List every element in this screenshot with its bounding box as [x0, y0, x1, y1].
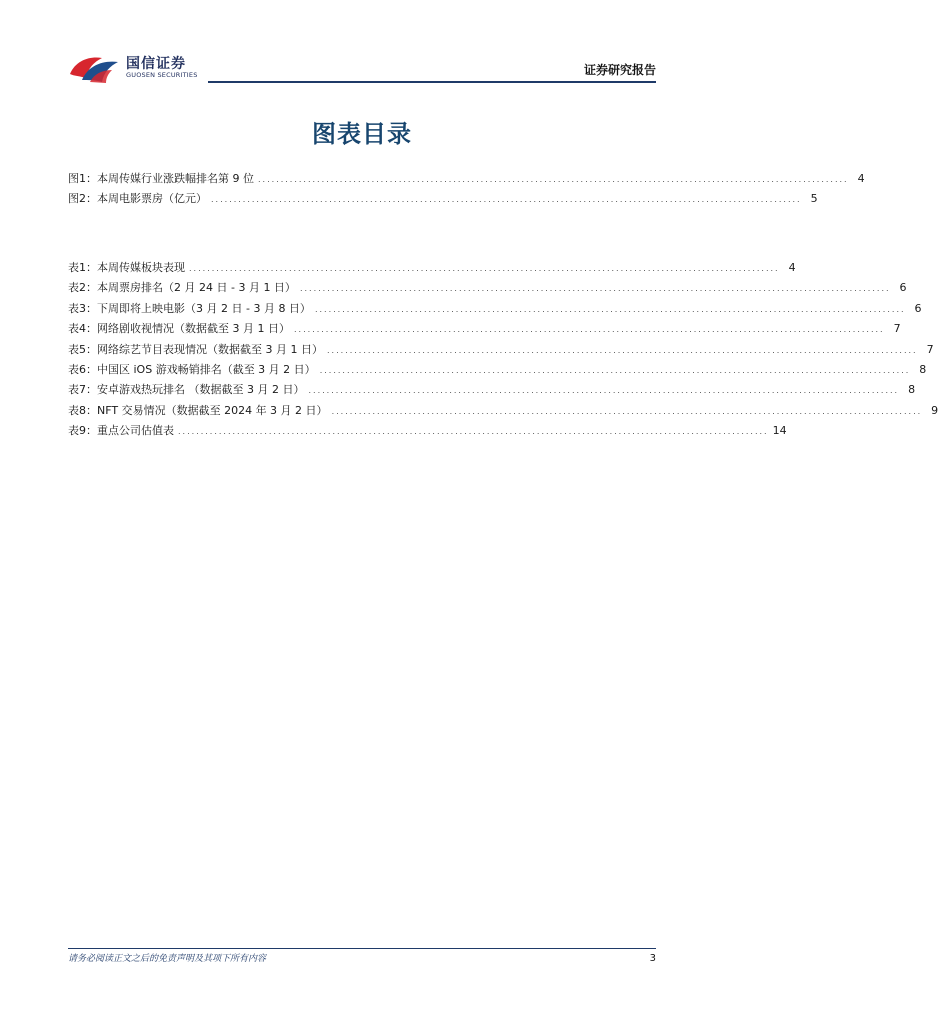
toc-entry-label: 图1：: [68, 172, 97, 185]
toc-entry-title: 下周即将上映电影（3 月 2 日 - 3 月 8 日）: [97, 301, 311, 315]
toc-entry-page: 7: [893, 322, 901, 336]
toc-entry-title: 本周传媒板块表现: [97, 261, 185, 274]
guosen-logo-mark-icon: [68, 52, 122, 84]
toc-entry-label: 表2：: [68, 281, 97, 295]
toc-entry-page: 5: [810, 192, 818, 206]
toc-entry[interactable]: [68, 421, 787, 441]
logo-chinese-name: 国信证券: [126, 56, 186, 72]
toc-entry[interactable]: [68, 258, 796, 278]
toc-leader-dots: ..................................................................................................................................: [178, 427, 769, 437]
toc-entry-label: 表7：: [68, 383, 97, 397]
footer-divider: [68, 948, 656, 949]
toc-entry[interactable]: [68, 319, 901, 339]
toc-leader-dots: ..................................................................................................................................: [258, 175, 849, 184]
figure-list: [68, 169, 865, 210]
toc-entry-page: 6: [914, 301, 922, 315]
toc-entry[interactable]: [68, 340, 934, 360]
toc-entry[interactable]: [68, 380, 916, 400]
toc-entry-label: 表4：: [68, 322, 97, 336]
toc-entry[interactable]: [68, 189, 818, 209]
toc-entry-label: 表6：: [68, 362, 97, 376]
page-header: [68, 50, 656, 86]
toc-leader-dots: ..................................................................................................................................: [211, 195, 802, 205]
table-list: [68, 258, 938, 442]
toc-leader-dots: ..................................................................................................................................: [326, 345, 918, 355]
toc-entry-label: 表9：: [68, 424, 97, 438]
toc-leader-dots: ..................................................................................................................................: [293, 325, 885, 335]
toc-entry-page: 6: [899, 281, 907, 295]
toc-entry[interactable]: [68, 360, 927, 380]
toc-entry-page: 4: [788, 261, 796, 274]
toc-entry-label: 图2：: [68, 192, 97, 206]
report-type-label: 证券研究报告: [583, 63, 656, 77]
toc-entry-page: 4: [857, 172, 865, 185]
toc-entry-label: 表8：: [68, 403, 97, 417]
toc-entry-title: 网络综艺节目表现情况（数据截至 3 月 1 日）: [97, 342, 323, 356]
toc-entry-title: 本周传媒行业涨跌幅排名第 9 位: [97, 172, 254, 185]
toc-entry[interactable]: [68, 299, 922, 319]
logo-english-name: GUOSEN SECURITIES: [126, 71, 198, 79]
toc-entry-title: 网络剧收视情况（数据截至 3 月 1 日）: [97, 322, 290, 336]
toc-leader-dots: ..................................................................................................................................: [314, 304, 906, 314]
toc-leader-dots: ..................................................................................................................................: [299, 284, 891, 294]
toc-entry[interactable]: [68, 278, 907, 298]
toc-leader-dots: ..................................................................................................................................: [189, 264, 780, 273]
toc-entry-title: 本周电影票房（亿元）: [97, 192, 207, 206]
toc-entry-page: 9: [931, 403, 938, 417]
toc-entry-label: 表1：: [68, 261, 97, 274]
toc-entry-page: 14: [772, 424, 787, 438]
toc-leader-dots: ..................................................................................................................................: [331, 406, 923, 416]
toc-entry-title: NFT 交易情况（数据截至 2024 年 3 月 2 日）: [97, 403, 328, 417]
toc-entry-label: 表3：: [68, 301, 97, 315]
toc-entry-page: 7: [926, 342, 934, 356]
toc-entry-title: 本周票房排名（2 月 24 日 - 3 月 1 日）: [97, 281, 296, 295]
toc-entry-title: 安卓游戏热玩排名 （数据截至 3 月 2 日）: [97, 383, 305, 397]
toc-leader-dots: ..................................................................................................................................: [308, 386, 900, 396]
toc-leader-dots: ..................................................................................................................................: [319, 365, 911, 375]
toc-entry-page: 8: [919, 362, 927, 376]
toc-entry[interactable]: [68, 401, 938, 421]
toc-entry[interactable]: [68, 169, 865, 189]
page-title: 图表目录: [312, 120, 412, 148]
toc-entry-label: 表5：: [68, 342, 97, 356]
toc-entry-title: 重点公司估值表: [97, 424, 174, 438]
page-number: 3: [649, 953, 656, 964]
company-logo: [68, 50, 208, 86]
header-divider: [208, 81, 656, 83]
toc-entry-page: 8: [908, 383, 916, 397]
footer-disclaimer: 请务必阅读正文之后的免责声明及其项下所有内容: [68, 954, 267, 964]
toc-entry-title: 中国区 iOS 游戏畅销排名（截至 3 月 2 日）: [97, 362, 316, 376]
